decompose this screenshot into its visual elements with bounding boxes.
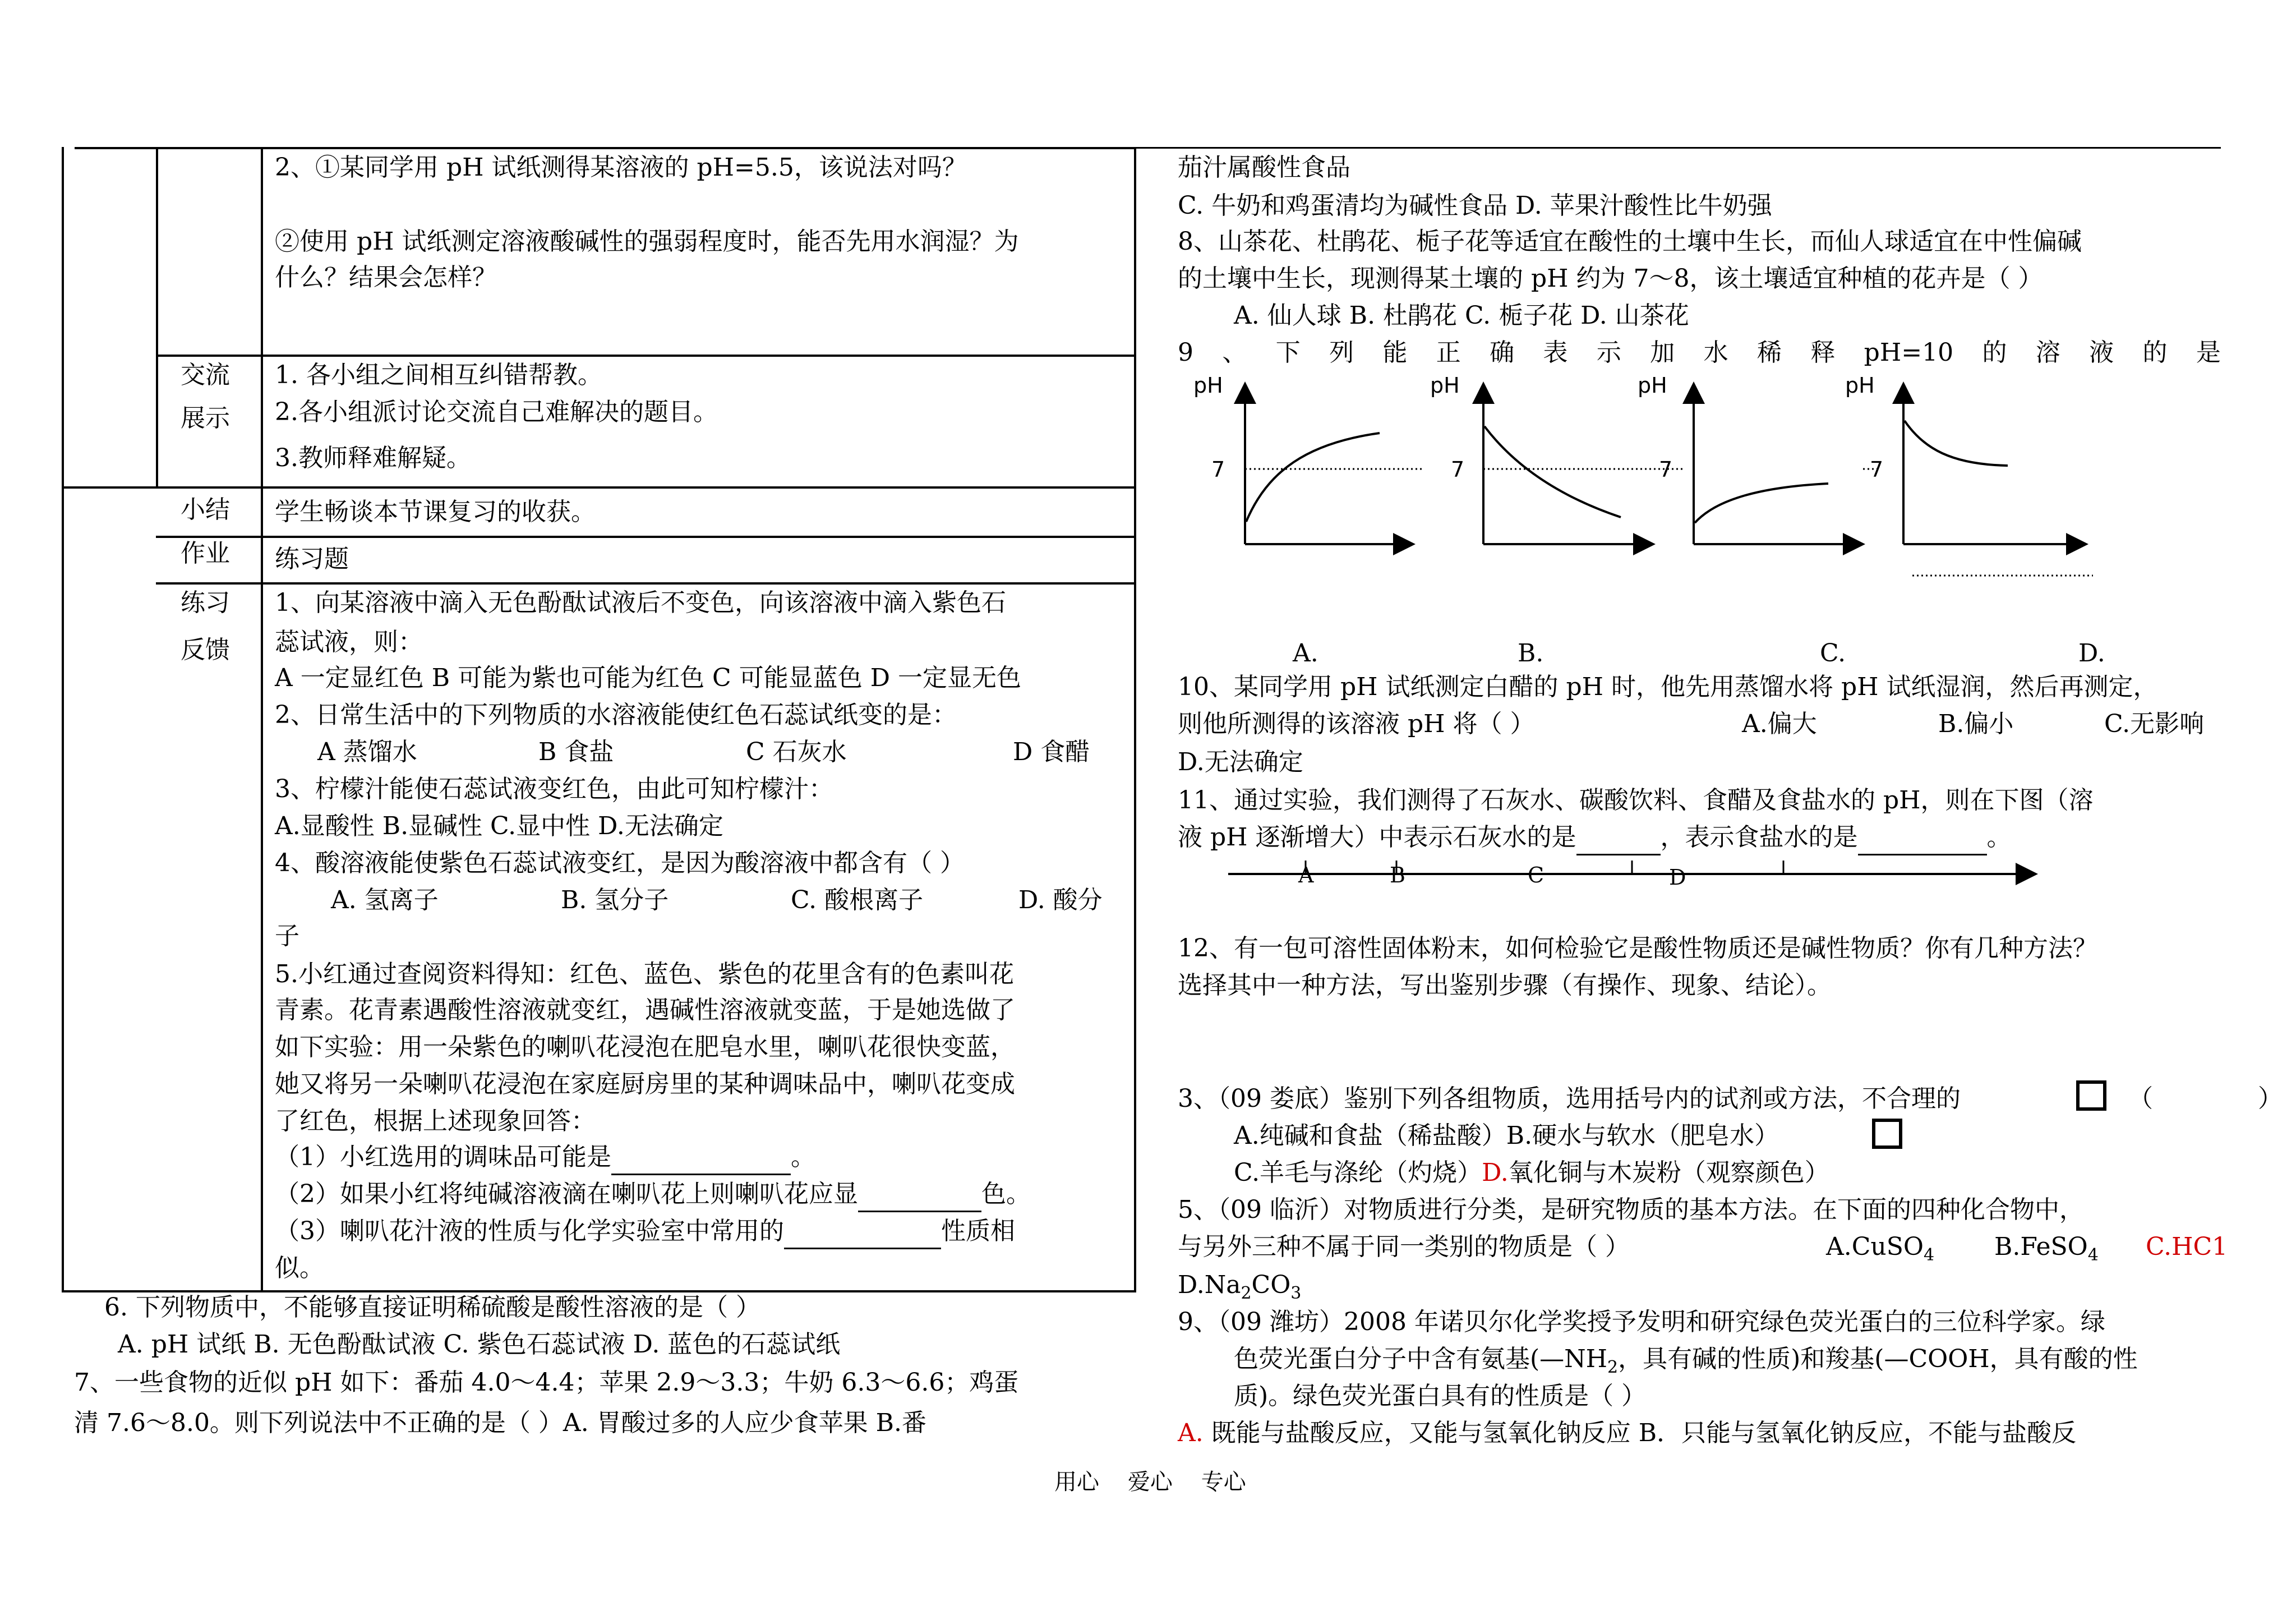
left-q7-line1: 7、一些食物的近似 pH 如下：番茄 4.0～4.4；苹果 2.9～3.3；牛奶 6.3～6.6；鸡蛋 xyxy=(74,1368,1019,1397)
feedback-q1-line2: 蕊试液，则： xyxy=(275,628,423,656)
right-q3-stem: 3、（09 娄底）鉴别下列各组物质，选用括号内的试剂或方法，不合理的 xyxy=(1178,1084,1961,1113)
feedback-label-line1: 练习 xyxy=(181,588,230,617)
graph-c-ref-label: 7 xyxy=(1659,457,1673,482)
q9-stem-char: 是 xyxy=(2196,338,2221,367)
graph-a-ylabel: pH xyxy=(1193,373,1223,398)
q9-stem-char: 加 xyxy=(1650,338,1675,367)
summary-text: 学生畅谈本节课复习的收获。 xyxy=(275,498,596,526)
right-q3-paren-left: （ xyxy=(2128,1084,2153,1113)
right-q10-line2: 则他所测得的该溶液 pH 将（ ） xyxy=(1178,710,1535,738)
feedback-q5-sub3 xyxy=(275,1215,1015,1249)
scale-label-c: C xyxy=(1528,863,1545,887)
graph-d-ref-label: 7 xyxy=(1870,457,1884,482)
graph-a-curve xyxy=(1246,433,1380,522)
feedback-q1-line1: 1、向某溶液中滴入无色酚酞试液后不变色，向该溶液中滴入紫色石 xyxy=(275,588,1006,617)
right-q10-line1: 10、某同学用 pH 试纸测定白醋的 pH 时，他先用蒸馏水将 pH 试纸湿润，然后再测定， xyxy=(1178,673,2158,701)
q9-stem-char: 示 xyxy=(1596,338,1621,367)
q5-sub2-text: （2）如果小红将纯碱溶液滴在喇叭花上则喇叭花应显 xyxy=(275,1180,858,1208)
graph-a-ref-label: 7 xyxy=(1211,457,1225,482)
ph-scale-line xyxy=(1223,853,2041,892)
feedback-q2-option-a: A 蒸馏水 xyxy=(317,738,417,766)
left-q6-stem: 6. 下列物质中，不能够直接证明稀硫酸是酸性溶液的是（ ） xyxy=(104,1293,760,1322)
q9b-line2-a: 色荧光蛋白分子中含有氨基(—NH xyxy=(1234,1345,1608,1373)
graph-d-ylabel: pH xyxy=(1845,373,1875,398)
right-q3-options-ab: A.纯碱和食盐（稀盐酸）B.硬水与软水（肥皂水） xyxy=(1234,1121,1779,1150)
right-q10-option-b: B.偏小 xyxy=(1938,710,2014,738)
q9-stem-char: 确 xyxy=(1490,338,1515,367)
right-q8-line1: 8、山茶花、杜鹃花、栀子花等适宜在酸性的土壤中生长，而仙人球适宜在中性偏碱 xyxy=(1178,227,2082,256)
graph-c-ylabel: pH xyxy=(1638,373,1667,398)
graph-label-d: D. xyxy=(2078,639,2105,668)
right-q5-line2: 与另外三种不属于同一类别的物质是（ ） xyxy=(1178,1232,1630,1261)
q9b-line2-b: ，具有碱的性质)和羧基(—COOH，具有酸的性 xyxy=(1618,1345,2138,1373)
right-q5-option-b xyxy=(1994,1231,2099,1263)
feedback-label-line2: 反馈 xyxy=(181,636,230,664)
q9-stem-char: 、 xyxy=(1222,338,1247,367)
q5-sub1-blank[interactable] xyxy=(611,1141,791,1175)
right-q9-stem xyxy=(1178,337,2221,369)
q3-option-d-letter: D. xyxy=(1482,1158,1509,1187)
feedback-q2-option-b: B 食盐 xyxy=(538,738,614,766)
q11-text-a: 液 pH 逐渐增大）中表示石灰水的是 xyxy=(1178,823,1576,852)
scale-label-a: A xyxy=(1298,863,1314,887)
answer-box-2[interactable] xyxy=(1872,1119,1902,1149)
feedback-q4-option-c: C. 酸根离子 xyxy=(791,886,924,914)
right-q11-line2 xyxy=(1178,821,2012,855)
q5-option-d-sub1: 2 xyxy=(1241,1283,1252,1303)
feedback-q5-sub2 xyxy=(275,1178,1031,1212)
graph-d-curve xyxy=(1905,421,2008,466)
q9-stem-char: 列 xyxy=(1329,338,1354,367)
q9-stem-char: 释 xyxy=(1810,338,1836,367)
q3-option-c: C.羊毛与涤纶（灼烧） xyxy=(1234,1158,1482,1187)
feedback-q3-stem: 3、柠檬汁能使石蕊试液变红色，由此可知柠檬汁： xyxy=(275,775,833,803)
right-q9b-line1: 9、（09 潍坊）2008 年诺贝尔化学奖授予发明和研究绿色荧光蛋白的三位科学家。绿 xyxy=(1178,1308,2105,1336)
q5-sub2-end: 色。 xyxy=(981,1180,1031,1208)
feedback-q4-option-b: B. 氢分子 xyxy=(561,886,669,914)
feedback-q3-options: A.显酸性 B.显碱性 C.显中性 D.无法确定 xyxy=(275,812,723,840)
q9-stem-char: 正 xyxy=(1436,338,1461,367)
q9-stem-char: 的 xyxy=(2142,338,2168,367)
right-q5-option-d xyxy=(1178,1269,1301,1301)
q5-option-a-text: A.CuSO xyxy=(1826,1232,1924,1261)
q5-sub2-blank[interactable] xyxy=(858,1178,981,1212)
right-q11-line1: 11、通过实验，我们测得了石灰水、碳酸饮料、食醋及食盐水的 pH，则在下图（溶 xyxy=(1178,786,2094,815)
q5-option-d-sub2: 3 xyxy=(1290,1283,1302,1303)
q9b-line2-sub: 2 xyxy=(1607,1357,1619,1377)
q9b-option-a-letter: A. xyxy=(1178,1419,1204,1447)
table-right-border xyxy=(1134,147,1136,1291)
right-q10-option-d: D.无法确定 xyxy=(1178,748,1303,776)
right-q9b-option-a xyxy=(1178,1417,2076,1450)
q5-sub1-text: （1）小红选用的调味品可能是 xyxy=(275,1143,611,1171)
q11-text-c: 。 xyxy=(1986,823,2012,852)
summary-label: 小结 xyxy=(181,495,230,524)
right-q12-line1: 12、有一包可溶性固体粉末，如何检验它是酸性物质还是碱性物质？你有几种方法？ xyxy=(1178,934,2097,963)
right-q7-continued: 茄汁属酸性食品 xyxy=(1178,153,1350,182)
ph-graphs xyxy=(1178,370,2131,673)
right-q9b-line2 xyxy=(1234,1343,2138,1375)
feedback-q5-line3: 如下实验：用一朵紫色的喇叭花浸泡在肥皂水里，喇叭花很快变蓝， xyxy=(275,1033,1015,1061)
answer-box-1[interactable] xyxy=(2076,1080,2106,1111)
row-divider-2 xyxy=(62,486,1136,489)
scale-label-b: B xyxy=(1390,863,1405,887)
page-footer: 用心 爱心 专心 xyxy=(1054,1469,1246,1495)
q5-sub3-blank[interactable] xyxy=(784,1215,941,1249)
q5-option-a-sub: 4 xyxy=(1923,1245,1935,1265)
q5-sub3-end: 性质相 xyxy=(941,1217,1015,1245)
left-q7-line2: 清 7.6～8.0。则下列说法中不正确的是（ ）A. 胃酸过多的人应少食苹果 B.番 xyxy=(74,1409,926,1437)
q9-stem-char: 液 xyxy=(2089,338,2114,367)
q5-sub3-text: （3）喇叭花汁液的性质与化学实验室中常用的 xyxy=(275,1217,784,1245)
left-q2-line1: 2、①某同学用 pH 试纸测得某溶液的 pH=5.5，该说法对吗？ xyxy=(275,153,967,182)
row-divider-3 xyxy=(156,536,1136,538)
feedback-q5-line4: 她又将另一朵喇叭花浸泡在家庭厨房里的某种调味品中，喇叭花变成 xyxy=(275,1070,1015,1098)
feedback-q2-option-d: D 食醋 xyxy=(1013,738,1090,766)
q11-blank-1[interactable] xyxy=(1576,821,1661,855)
right-q9b-line3: 质)。绿色荧光蛋白具有的性质是（ ） xyxy=(1234,1382,1647,1410)
q9-stem-char: 稀 xyxy=(1756,338,1782,367)
right-q8-options: A. 仙人球 B. 杜鹃花 C. 栀子花 D. 山茶花 xyxy=(1234,301,1689,330)
q9-stem-char: pH=10 xyxy=(1864,338,1954,367)
q9-stem-char: 水 xyxy=(1703,338,1728,367)
q5-option-d-text: D.Na xyxy=(1178,1271,1241,1299)
q11-text-b: ，表示食盐水的是 xyxy=(1660,823,1858,852)
q9b-option-a-text: 既能与盐酸反应，又能与氢氧化钠反应 B．只能与氢氧化钠反应，不能与盐酸反 xyxy=(1203,1419,2077,1447)
q9-stem-char: 表 xyxy=(1543,338,1568,367)
q9-stem-char: 溶 xyxy=(2035,338,2060,367)
graph-a xyxy=(1193,373,1423,544)
left-q6-options: A. pH 试纸 B. 无色酚酞试液 C. 紫色石蕊试液 D. 蓝色的石蕊试纸 xyxy=(118,1330,841,1359)
graph-label-a: A. xyxy=(1293,639,1318,668)
table-top-border xyxy=(75,147,1136,149)
right-q10-option-c: C.无影响 xyxy=(2104,710,2205,738)
q11-blank-2[interactable] xyxy=(1858,821,1987,855)
q5-sub1-end: 。 xyxy=(791,1143,815,1171)
scale-label-d: D xyxy=(1669,865,1686,890)
table-col1-divider xyxy=(156,147,158,486)
right-q3-paren-right: ） xyxy=(2258,1084,2283,1113)
q5-option-b-sub: 4 xyxy=(2087,1245,2099,1265)
exchange-label-line2: 展示 xyxy=(181,404,230,433)
graph-label-c: C. xyxy=(1820,639,1846,668)
right-q10-option-a: A.偏大 xyxy=(1742,710,1817,738)
homework-label: 作业 xyxy=(181,539,230,568)
q9-stem-char: 能 xyxy=(1382,338,1408,367)
feedback-q5-line1: 5.小红通过查阅资料得知：红色、蓝色、紫色的花里含有的色素叫花 xyxy=(275,960,1014,988)
q9-stem-char: 下 xyxy=(1275,338,1301,367)
graph-c-curve xyxy=(1695,484,1828,523)
graph-b-ylabel: pH xyxy=(1430,373,1460,398)
right-q7-options-cd: C. 牛奶和鸡蛋清均为碱性食品 D. 苹果汁酸性比牛奶强 xyxy=(1178,191,1772,220)
table-col2-divider xyxy=(261,147,263,1291)
q5-option-b-text: B.FeSO xyxy=(1994,1232,2088,1261)
page-top-rule xyxy=(1136,147,2221,149)
homework-text: 练习题 xyxy=(275,545,349,573)
right-q8-line2: 的土壤中生长，现测得某土壤的 pH 约为 7～8，该土壤适宜种植的花卉是（ ） xyxy=(1178,264,2043,293)
row-divider-1 xyxy=(156,355,1136,357)
q3-option-d: 氧化铜与木炭粉（观察颜色） xyxy=(1508,1158,1829,1187)
graph-b-curve xyxy=(1484,426,1621,517)
exchange-item-3: 3.教师释难解疑。 xyxy=(275,444,471,472)
feedback-q4-option-d: D. 酸分 xyxy=(1018,886,1103,914)
graph-c xyxy=(1638,373,1863,544)
right-q5-line1: 5、（09 临沂）对物质进行分类，是研究物质的基本方法。在下面的四种化合物中， xyxy=(1178,1195,2084,1224)
graph-b xyxy=(1430,373,1682,544)
feedback-q4-option-a: A. 氢离子 xyxy=(331,886,439,914)
left-q2-line3: 什么？结果会怎样？ xyxy=(275,263,497,292)
table-left-border xyxy=(62,147,64,1291)
graph-b-ref-label: 7 xyxy=(1451,457,1465,482)
graph-d xyxy=(1845,373,2093,576)
feedback-q4-tail: 子 xyxy=(275,922,299,950)
feedback-q1-options: A 一定显红色 B 可能为紫也可能为红色 C 可能显蓝色 D 一定显无色 xyxy=(275,664,1021,692)
right-q5-option-c: C.HC1 xyxy=(2146,1232,2228,1261)
q9-stem-char: 9 xyxy=(1178,338,1193,367)
right-q3-options-cd xyxy=(1234,1157,1829,1189)
graph-label-b: B. xyxy=(1518,639,1544,668)
right-q12-line2: 选择其中一种方法，写出鉴别步骤（有操作、现象、结论）。 xyxy=(1178,971,1832,1000)
feedback-q5-line2: 青素。花青素遇酸性溶液就变红，遇碱性溶液就变蓝，于是她选做了 xyxy=(275,996,1015,1024)
feedback-q4-stem: 4、酸溶液能使紫色石蕊试液变红，是因为酸溶液中都含有（ ） xyxy=(275,849,965,877)
right-q5-option-a xyxy=(1826,1231,1934,1263)
exchange-item-1: 1. 各小组之间相互纠错帮教。 xyxy=(275,361,602,389)
exchange-label-line1: 交流 xyxy=(181,361,230,389)
feedback-q5-line5: 了红色，根据上述现象回答： xyxy=(275,1107,596,1135)
q5-option-d-mid: CO xyxy=(1251,1271,1291,1299)
feedback-q5-sub3-tail: 似。 xyxy=(275,1254,324,1282)
feedback-q5-sub1 xyxy=(275,1141,815,1175)
exchange-item-2: 2.各小组派讨论交流自己难解决的题目。 xyxy=(275,398,718,426)
row-divider-4 xyxy=(156,582,1136,585)
feedback-q2-stem: 2、日常生活中的下列物质的水溶液能使红色石蕊试纸变的是： xyxy=(275,701,957,729)
feedback-q2-option-c: C 石灰水 xyxy=(746,738,847,766)
q9-stem-char: 的 xyxy=(1982,338,2007,367)
left-q2-line2: ②使用 pH 试纸测定溶液酸碱性的强弱程度时，能否先用水润湿？为 xyxy=(275,227,1019,256)
